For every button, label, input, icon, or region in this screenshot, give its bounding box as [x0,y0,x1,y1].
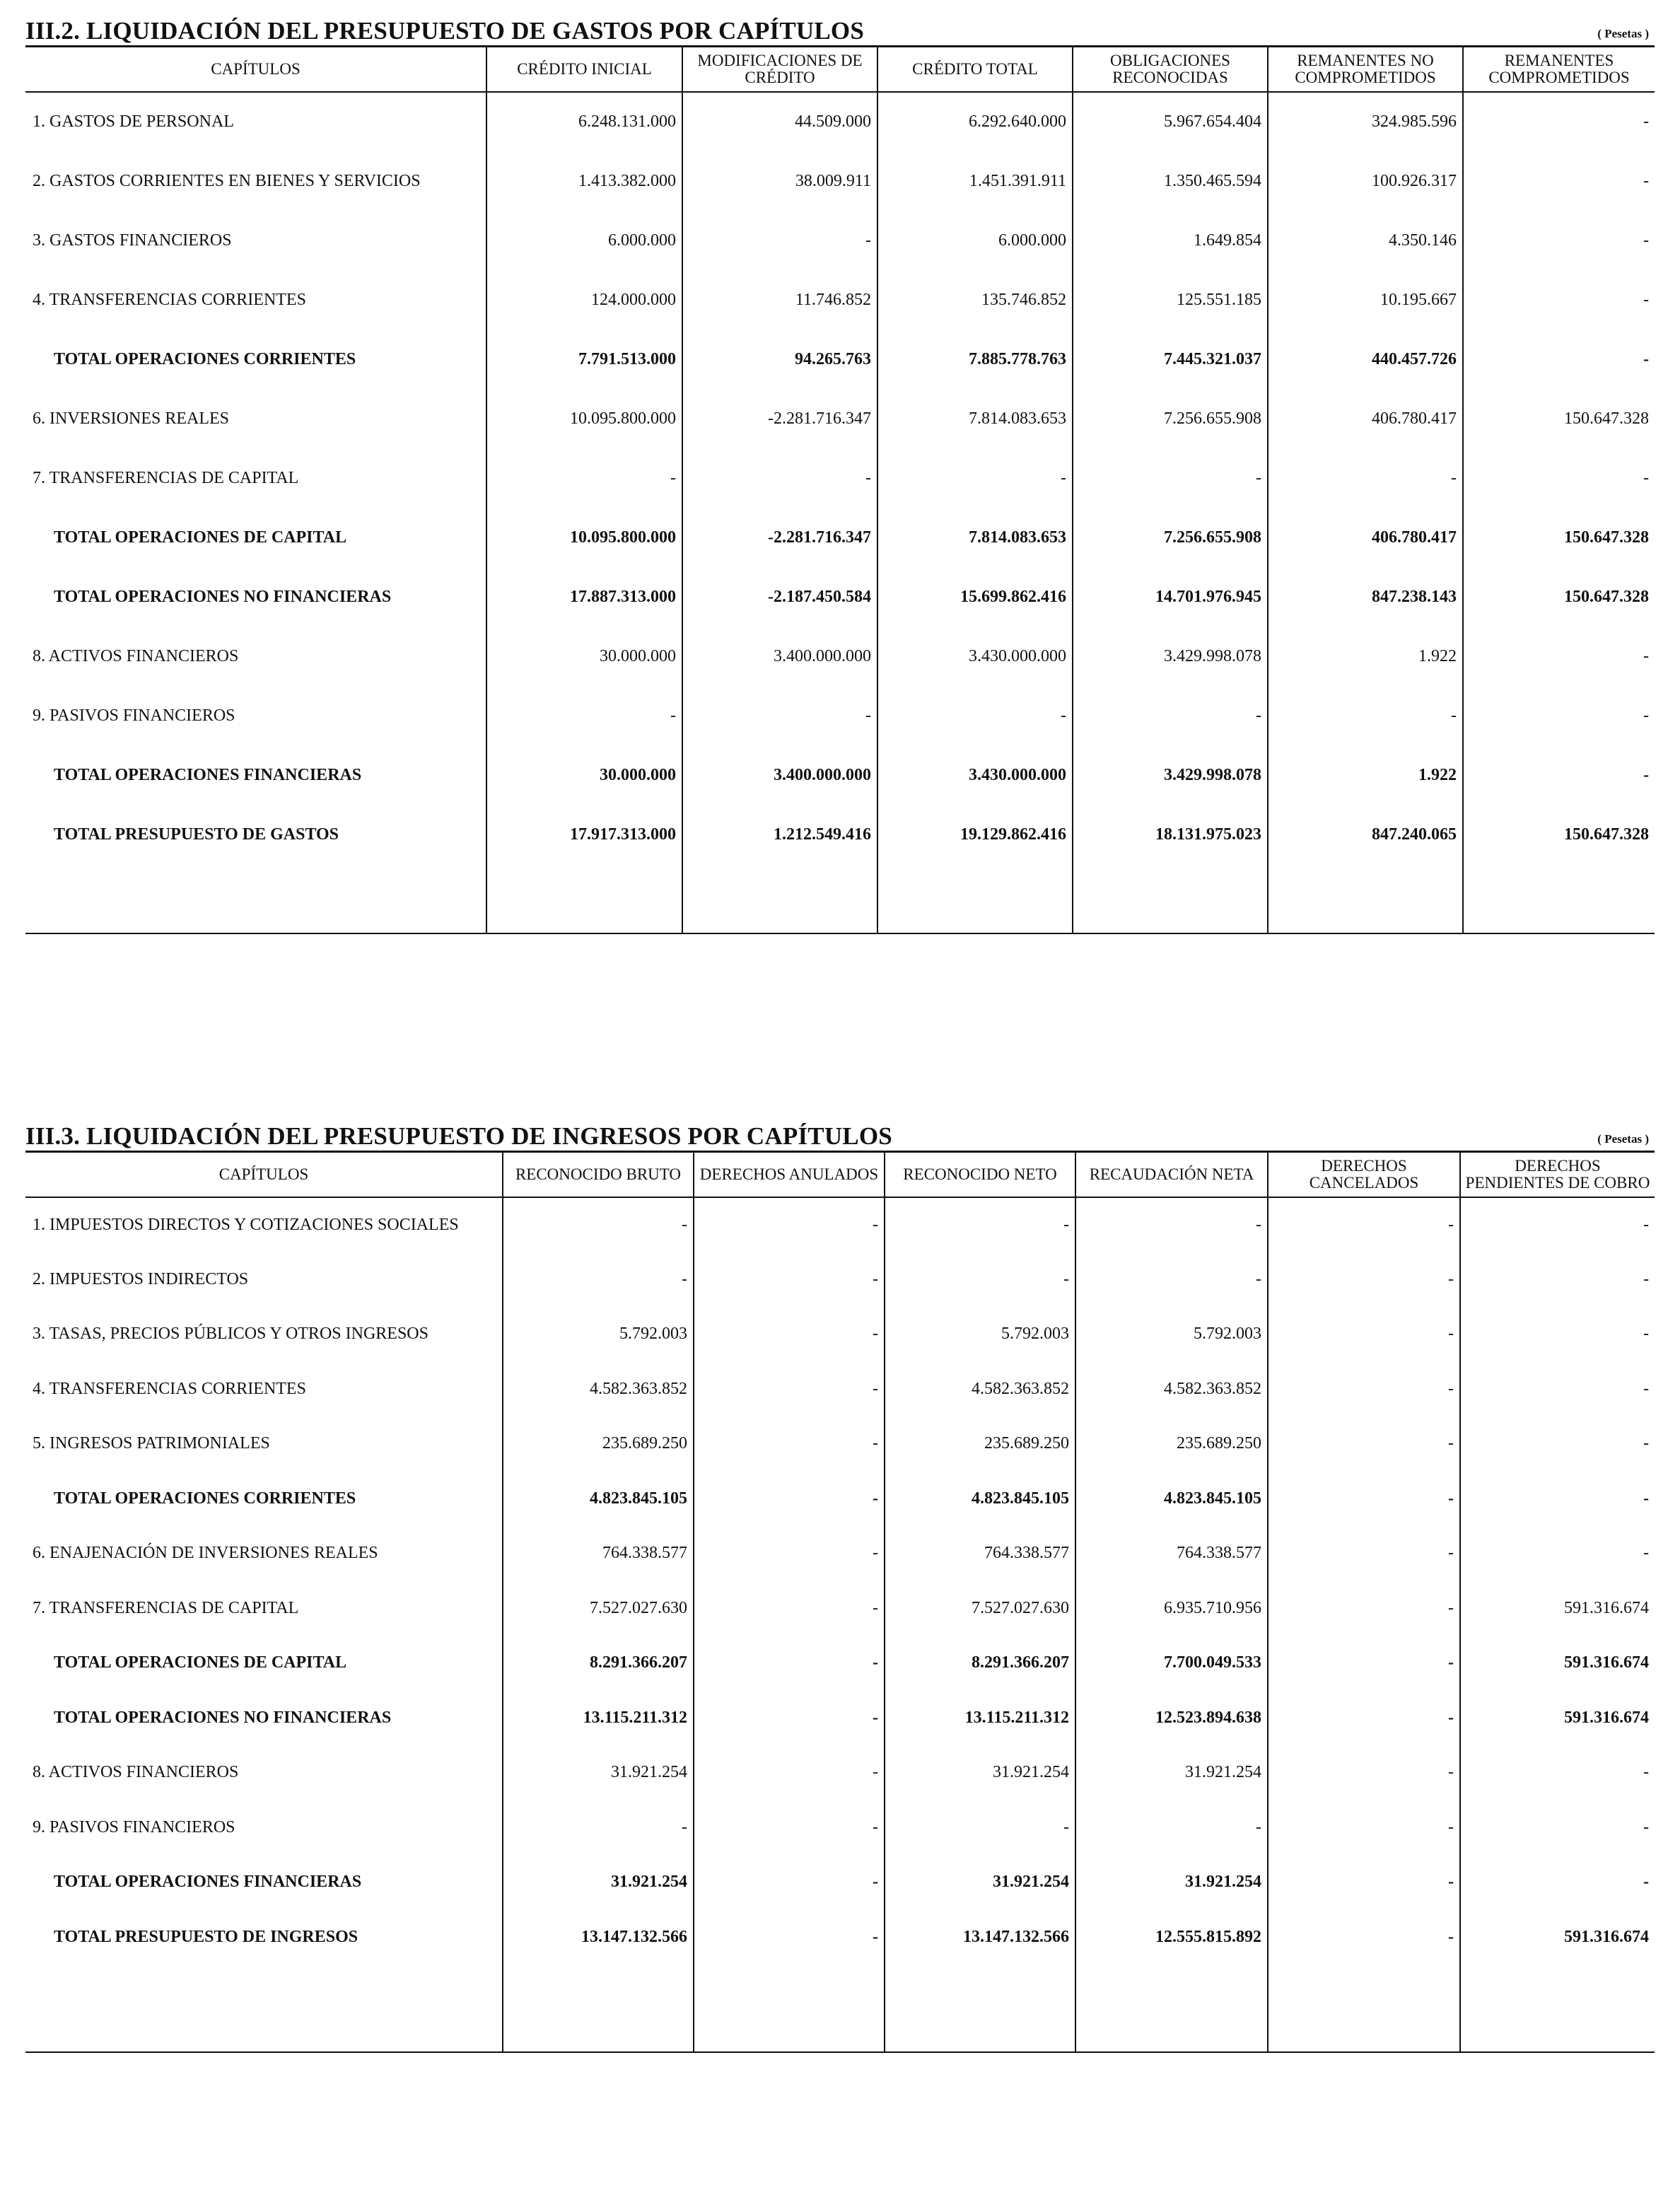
cell-value: - [1075,1197,1268,1252]
cell-value: - [1075,1252,1268,1308]
cell-value: - [486,448,682,508]
cell-value: 847.240.065 [1268,805,1463,864]
table-row [25,1362,1655,1417]
cell-value: 440.457.726 [1268,330,1463,389]
column-header: REMANENTES COMPROMETIDOS [1463,47,1655,93]
cell-value: 1.212.549.416 [682,805,877,864]
cell-value: - [1460,1745,1655,1800]
cell-value: 3.429.998.078 [1073,627,1268,686]
row-label: TOTAL OPERACIONES FINANCIERAS [54,765,362,784]
table-row [25,389,1655,448]
cell-value: - [694,1362,885,1417]
cell-value: 3.430.000.000 [877,745,1073,805]
cell-value: 19.129.862.416 [877,805,1073,864]
row-label: 3. GASTOS FINANCIEROS [33,231,232,250]
cell-value: - [1463,330,1655,389]
blank-cell [1268,1964,1460,2052]
cell-value: - [1268,1745,1460,1800]
total-row [25,805,1655,864]
cell-value: 6.292.640.000 [877,92,1073,151]
cell-value: 406.780.417 [1268,389,1463,448]
row-label: TOTAL PRESUPUESTO DE GASTOS [54,825,339,844]
cell-value: - [682,686,877,745]
blank-cell [1073,864,1268,933]
cell-value: 406.780.417 [1268,508,1463,567]
total-row [25,1855,1655,1910]
cell-value: - [694,1307,885,1362]
cell-value: 135.746.852 [877,270,1073,330]
cell-value: 13.115.211.312 [885,1691,1075,1746]
cell-value: 18.131.975.023 [1073,805,1268,864]
blank-cell [877,864,1073,933]
cell-value: - [1073,448,1268,508]
cell-value: 7.814.083.653 [877,508,1073,567]
cell-value: 10.195.667 [1268,270,1463,330]
total-row [25,1636,1655,1691]
cell-value: 235.689.250 [503,1416,694,1472]
table-row [25,1252,1655,1308]
blank-cell [1463,864,1655,933]
table-row [25,211,1655,270]
ingresos-table [25,1151,1655,2053]
row-label: TOTAL OPERACIONES NO FINANCIERAS [54,1708,392,1727]
cell-value: - [1268,1910,1460,1965]
blank-row [25,1964,1655,2052]
cell-value: 235.689.250 [1075,1416,1268,1472]
blank-row [25,864,1655,933]
cell-value: - [682,211,877,270]
column-header: RECONOCIDO BRUTO [503,1152,694,1198]
cell-value: 10.095.800.000 [486,508,682,567]
ingresos-header-row [25,1152,1655,1198]
cell-value: - [1268,1307,1460,1362]
cell-value: - [885,1197,1075,1252]
table-row [25,1197,1655,1252]
cell-value: - [682,448,877,508]
cell-value: - [1463,92,1655,151]
cell-value: 5.792.003 [1075,1307,1268,1362]
row-label: 7. TRANSFERENCIAS DE CAPITAL [33,1598,299,1617]
cell-value: - [694,1581,885,1636]
cell-value: 3.400.000.000 [682,745,877,805]
cell-value: 4.582.363.852 [503,1362,694,1417]
cell-value: 5.967.654.404 [1073,92,1268,151]
cell-value: - [1268,1472,1460,1527]
table-row [25,686,1655,745]
column-header: CAPÍTULOS [25,1152,503,1198]
cell-value: - [1268,686,1463,745]
cell-value: - [694,1197,885,1252]
cell-value: 764.338.577 [503,1526,694,1581]
cell-value: 10.095.800.000 [486,389,682,448]
cell-value: - [1268,1252,1460,1308]
cell-value: 847.238.143 [1268,567,1463,627]
cell-value: 1.451.391.911 [877,151,1073,211]
cell-value: - [1463,211,1655,270]
row-label: TOTAL OPERACIONES CORRIENTES [54,349,356,368]
gastos-header-row [25,47,1655,93]
cell-value: - [1460,1197,1655,1252]
row-label: TOTAL OPERACIONES DE CAPITAL [54,1653,347,1672]
row-label: 2. IMPUESTOS INDIRECTOS [33,1269,249,1288]
row-label: 7. TRANSFERENCIAS DE CAPITAL [33,468,299,487]
cell-value: 3.400.000.000 [682,627,877,686]
cell-value: - [1075,1800,1268,1856]
table-row [25,1581,1655,1636]
cell-value: 4.350.146 [1268,211,1463,270]
cell-value: 31.921.254 [1075,1745,1268,1800]
cell-value: - [1463,448,1655,508]
cell-value: 6.000.000 [486,211,682,270]
cell-value: 1.922 [1268,745,1463,805]
cell-value: 150.647.328 [1463,389,1655,448]
cell-value: 7.256.655.908 [1073,508,1268,567]
column-header: OBLIGACIONES RECONOCIDAS [1073,47,1268,93]
blank-cell [486,864,682,933]
table-row [25,1307,1655,1362]
row-label: 4. TRANSFERENCIAS CORRIENTES [33,1379,306,1398]
total-row [25,745,1655,805]
column-header: DERECHOS CANCELADOS [1268,1152,1460,1198]
cell-value: 5.792.003 [885,1307,1075,1362]
cell-value: 7.527.027.630 [885,1581,1075,1636]
gastos-unit: ( Pesetas ) [1597,27,1649,40]
cell-value: - [885,1252,1075,1308]
table-row [25,448,1655,508]
cell-value: - [503,1197,694,1252]
cell-value: - [694,1910,885,1965]
cell-value: - [877,448,1073,508]
table-row [25,151,1655,211]
cell-value: 1.922 [1268,627,1463,686]
cell-value: 591.316.674 [1460,1581,1655,1636]
cell-value: - [1460,1472,1655,1527]
cell-value: 44.509.000 [682,92,877,151]
blank-cell [25,1964,503,2052]
cell-value: 5.792.003 [503,1307,694,1362]
cell-value: 4.582.363.852 [1075,1362,1268,1417]
row-label: TOTAL OPERACIONES FINANCIERAS [54,1873,362,1892]
row-label: 3. TASAS, PRECIOS PÚBLICOS Y OTROS INGRESOS [33,1325,428,1344]
cell-value: 4.823.845.105 [503,1472,694,1527]
cell-value: 11.746.852 [682,270,877,330]
gastos-table [25,45,1655,934]
cell-value: 31.921.254 [885,1855,1075,1910]
ingresos-unit: ( Pesetas ) [1597,1132,1649,1146]
cell-value: - [694,1636,885,1691]
column-header: RECAUDACIÓN NETA [1075,1152,1268,1198]
row-label: 4. TRANSFERENCIAS CORRIENTES [33,290,306,309]
cell-value: 8.291.366.207 [503,1636,694,1691]
cell-value: - [1463,151,1655,211]
cell-value: 591.316.674 [1460,1691,1655,1746]
cell-value: - [1463,627,1655,686]
column-header: CRÉDITO TOTAL [877,47,1073,93]
row-label: 2. GASTOS CORRIENTES EN BIENES Y SERVICIOS [33,171,421,190]
total-row [25,1691,1655,1746]
table-row [25,1526,1655,1581]
cell-value: - [1463,745,1655,805]
cell-value: 1.350.465.594 [1073,151,1268,211]
cell-value: 31.921.254 [503,1855,694,1910]
row-label: 8. ACTIVOS FINANCIEROS [33,646,239,665]
cell-value: - [694,1416,885,1472]
cell-value: 31.921.254 [1075,1855,1268,1910]
cell-value: - [694,1800,885,1856]
row-label: 1. IMPUESTOS DIRECTOS Y COTIZACIONES SOCIALES [33,1215,459,1234]
table-row [25,1745,1655,1800]
row-label: TOTAL PRESUPUESTO DE INGRESOS [54,1927,358,1946]
blank-cell [1460,1964,1655,2052]
blank-cell [1075,1964,1268,2052]
cell-value: - [1073,686,1268,745]
row-label: 9. PASIVOS FINANCIEROS [33,706,235,725]
cell-value: 31.921.254 [503,1745,694,1800]
cell-value: - [1463,270,1655,330]
cell-value: - [1460,1416,1655,1472]
row-label: 6. ENAJENACIÓN DE INVERSIONES REALES [33,1544,378,1563]
cell-value: - [503,1800,694,1856]
total-row [25,567,1655,627]
column-header: CRÉDITO INICIAL [486,47,682,93]
cell-value: 13.115.211.312 [503,1691,694,1746]
cell-value: - [694,1472,885,1527]
row-label: 5. INGRESOS PATRIMONIALES [33,1434,270,1453]
cell-value: - [486,686,682,745]
cell-value: 591.316.674 [1460,1910,1655,1965]
cell-value: 7.791.513.000 [486,330,682,389]
blank-cell [694,1964,885,2052]
gastos-body [25,92,1655,933]
cell-value: -2.281.716.347 [682,389,877,448]
cell-value: - [1460,1307,1655,1362]
cell-value: 235.689.250 [885,1416,1075,1472]
cell-value: -2.281.716.347 [682,508,877,567]
cell-value: - [1268,1581,1460,1636]
cell-value: - [1460,1855,1655,1910]
total-row [25,1910,1655,1965]
cell-value: 124.000.000 [486,270,682,330]
cell-value: - [694,1855,885,1910]
ingresos-title: III.3. LIQUIDACIÓN DEL PRESUPUESTO DE INGRESOS POR CAPÍTULOS [25,1122,892,1150]
cell-value: - [1268,1800,1460,1856]
blank-cell [682,864,877,933]
cell-value: 8.291.366.207 [885,1636,1075,1691]
cell-value: - [1268,1416,1460,1472]
cell-value: 6.000.000 [877,211,1073,270]
cell-value: - [694,1252,885,1308]
cell-value: - [1268,1526,1460,1581]
cell-value: 591.316.674 [1460,1636,1655,1691]
cell-value: 17.887.313.000 [486,567,682,627]
blank-cell [503,1964,694,2052]
cell-value: - [1463,686,1655,745]
cell-value: 7.814.083.653 [877,389,1073,448]
cell-value: 13.147.132.566 [503,1910,694,1965]
cell-value: 30.000.000 [486,627,682,686]
cell-value: 38.009.911 [682,151,877,211]
cell-value: 6.248.131.000 [486,92,682,151]
gastos-section [25,16,1655,934]
column-header: DERECHOS PENDIENTES DE COBRO [1460,1152,1655,1198]
cell-value: 1.649.854 [1073,211,1268,270]
cell-value: 17.917.313.000 [486,805,682,864]
cell-value: 4.823.845.105 [1075,1472,1268,1527]
cell-value: 30.000.000 [486,745,682,805]
cell-value: 4.582.363.852 [885,1362,1075,1417]
row-label: 1. GASTOS DE PERSONAL [33,112,234,131]
cell-value: - [1460,1252,1655,1308]
cell-value: 764.338.577 [885,1526,1075,1581]
cell-value: 94.265.763 [682,330,877,389]
cell-value: 4.823.845.105 [885,1472,1075,1527]
cell-value: 150.647.328 [1463,567,1655,627]
cell-value: - [1268,1362,1460,1417]
cell-value: - [1268,1691,1460,1746]
column-header: CAPÍTULOS [25,47,486,93]
cell-value: - [1460,1526,1655,1581]
blank-cell [25,864,486,933]
cell-value: - [694,1691,885,1746]
cell-value: 7.885.778.763 [877,330,1073,389]
total-row [25,330,1655,389]
cell-value: -2.187.450.584 [682,567,877,627]
gastos-title: III.2. LIQUIDACIÓN DEL PRESUPUESTO DE GASTOS POR CAPÍTULOS [25,17,864,45]
row-label: 6. INVERSIONES REALES [33,409,230,428]
cell-value: 12.523.894.638 [1075,1691,1268,1746]
cell-value: - [1268,448,1463,508]
table-row [25,270,1655,330]
cell-value: - [694,1745,885,1800]
cell-value: - [1268,1855,1460,1910]
blank-cell [885,1964,1075,2052]
cell-value: 6.935.710.956 [1075,1581,1268,1636]
cell-value: 13.147.132.566 [885,1910,1075,1965]
total-row [25,1472,1655,1527]
blank-cell [1268,864,1463,933]
cell-value: - [1268,1197,1460,1252]
ingresos-section [25,1121,1655,2053]
cell-value: - [1460,1800,1655,1856]
cell-value: 7.527.027.630 [503,1581,694,1636]
row-label: TOTAL OPERACIONES DE CAPITAL [54,528,347,547]
column-header: REMANENTES NO COMPROMETIDOS [1268,47,1463,93]
cell-value: 324.985.596 [1268,92,1463,151]
table-row [25,1416,1655,1472]
cell-value: 31.921.254 [885,1745,1075,1800]
cell-value: - [694,1526,885,1581]
cell-value: 7.700.049.533 [1075,1636,1268,1691]
cell-value: 3.429.998.078 [1073,745,1268,805]
cell-value: 15.699.862.416 [877,567,1073,627]
cell-value: 7.256.655.908 [1073,389,1268,448]
column-header: MODIFICACIONES DE CRÉDITO [682,47,877,93]
cell-value: 14.701.976.945 [1073,567,1268,627]
table-row [25,627,1655,686]
cell-value: 3.430.000.000 [877,627,1073,686]
row-label: 8. ACTIVOS FINANCIEROS [33,1763,239,1782]
ingresos-header [25,1121,1655,1151]
row-label: 9. PASIVOS FINANCIEROS [33,1817,235,1836]
column-header: DERECHOS ANULADOS [694,1152,885,1198]
cell-value: 12.555.815.892 [1075,1910,1268,1965]
column-header: RECONOCIDO NETO [885,1152,1075,1198]
cell-value: 764.338.577 [1075,1526,1268,1581]
cell-value: 100.926.317 [1268,151,1463,211]
cell-value: 7.445.321.037 [1073,330,1268,389]
table-row [25,92,1655,151]
cell-value: 150.647.328 [1463,805,1655,864]
cell-value: 150.647.328 [1463,508,1655,567]
gastos-header [25,16,1655,45]
row-label: TOTAL OPERACIONES NO FINANCIERAS [54,587,392,606]
row-label: TOTAL OPERACIONES CORRIENTES [54,1489,356,1508]
cell-value: - [877,686,1073,745]
cell-value: - [885,1800,1075,1856]
cell-value: 125.551.185 [1073,270,1268,330]
ingresos-body [25,1197,1655,2052]
total-row [25,508,1655,567]
cell-value: - [1460,1362,1655,1417]
table-row [25,1800,1655,1856]
cell-value: 1.413.382.000 [486,151,682,211]
cell-value: - [1268,1636,1460,1691]
cell-value: - [503,1252,694,1308]
